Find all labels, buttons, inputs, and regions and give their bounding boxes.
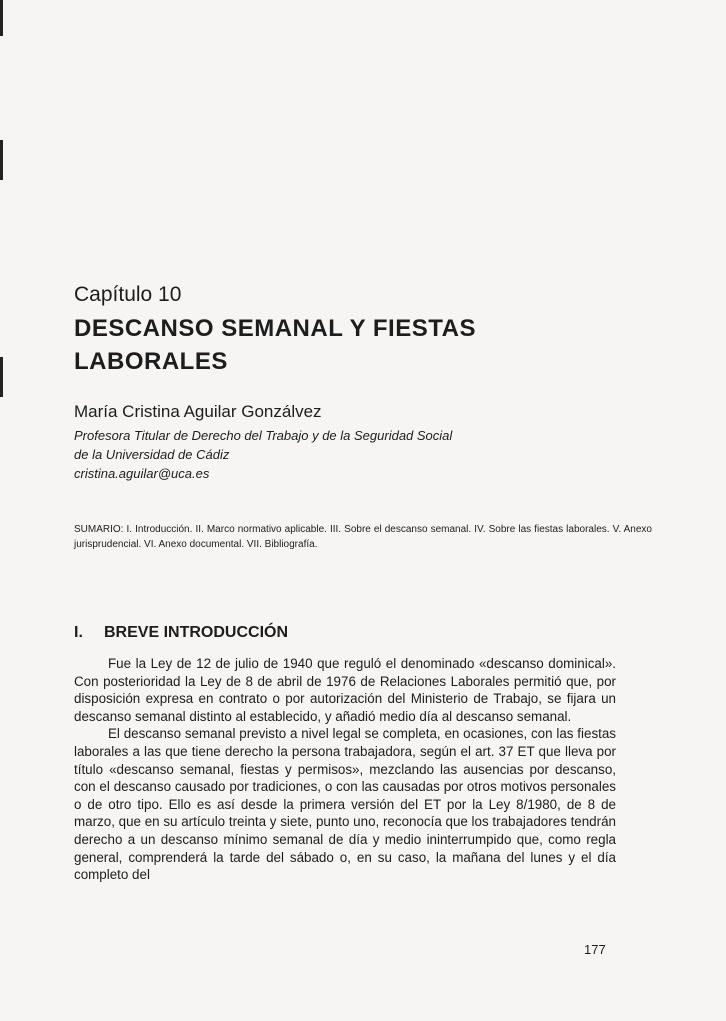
author-affiliation-institution: de la Universidad de Cádiz: [74, 447, 230, 462]
scan-edge-mark: [0, 140, 3, 180]
scan-edge-mark: [0, 357, 3, 397]
section-heading: [74, 624, 288, 642]
scan-edge-mark: [0, 0, 3, 36]
chapter-label: Capítulo 10: [74, 283, 182, 306]
section-number: I.: [74, 624, 83, 641]
chapter-title: DESCANSO SEMANAL Y FIESTAS LABORALES: [74, 315, 476, 375]
paragraph: Fue la Ley de 12 de julio de 1940 que reguló el denominado «descanso dominical». Con posterioridad la Ley de 8 de abril de 1976 de Relaciones Laborales permitió que, por disposición expresa en contrato o por autorización del Ministerio de Trabajo, se fijara un descanso semanal distinto al establecido, y añadió medio día al descanso semanal.: [74, 656, 616, 724]
author-affiliation: Profesora Titular de Derecho del Trabajo y de la Seguridad Social: [74, 428, 453, 443]
author-name: María Cristina Aguilar Gonzálvez: [74, 402, 322, 421]
page-number: 177: [584, 942, 606, 957]
author-email: cristina.aguilar@uca.es: [74, 466, 210, 481]
paragraph: El descanso semanal previsto a nivel legal se completa, en ocasiones, con las fiestas laborales a las que tiene derecho la persona trabajadora, según el art. 37 ET que lleva por título «descanso semanal, fiestas y permisos», mezclando las ausencias por descanso, con el descanso causado por tradiciones, o con las causadas por otros motivos personales o de otro tipo. Ello es así desde la primera versión del ET por la Ley 8/1980, de 8 de marzo, que en su artículo treinta y siete, punto uno, reconocía que los trabajadores tendrán derecho a un descanso mínimo semanal de día y medio ininterrumpido que, como regla general, comprenderá la tarde del sábado o, en su caso, la mañana del lunes y el día completo del: [74, 726, 616, 883]
body-text: [74, 655, 616, 884]
section-title: BREVE INTRODUCCIÓN: [104, 624, 289, 641]
chapter-summary: SUMARIO: I. Introducción. II. Marco normativo aplicable. III. Sobre el descanso semanal. IV. Sobre las fiestas laborales. V. Anexo jurisprudencial. VI. Anexo documental. VII. Bibliografía.: [74, 524, 652, 550]
